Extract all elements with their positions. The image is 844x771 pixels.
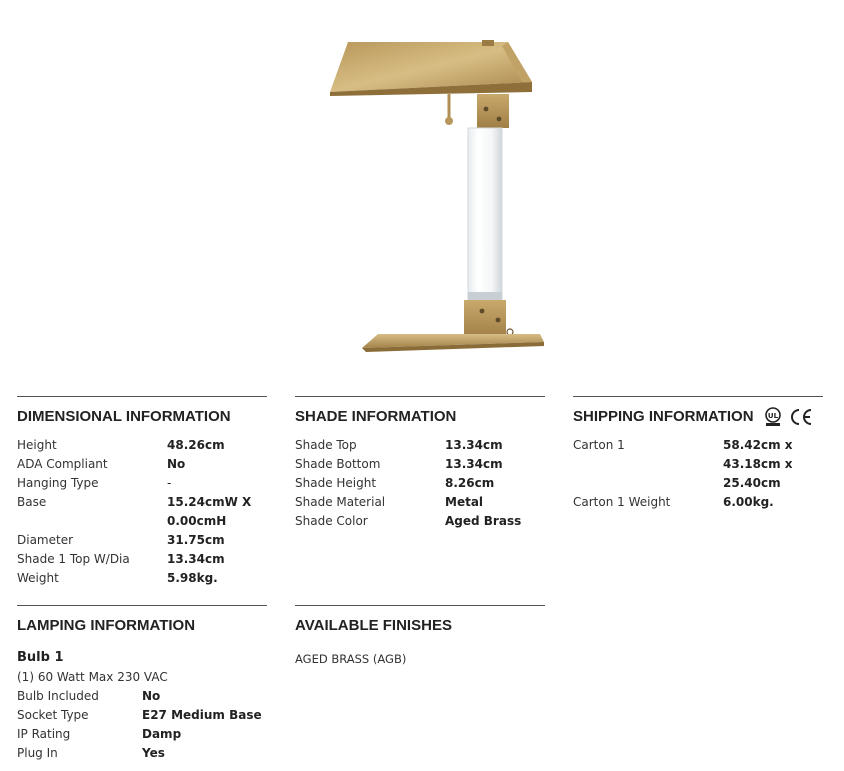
section-title: SHADE INFORMATION	[295, 408, 457, 425]
spec-value: No	[167, 457, 186, 471]
spec-label: Shade Height	[295, 476, 377, 490]
spec-row-diameter	[17, 531, 267, 550]
section-divider	[573, 396, 823, 397]
spec-row-ada-compliant	[17, 455, 267, 474]
section-title: SHIPPING INFORMATION	[573, 408, 754, 425]
section-title: AVAILABLE FINISHES	[295, 617, 452, 634]
spec-row-ip-rating	[17, 725, 267, 744]
bulb-title: Bulb 1	[17, 650, 64, 665]
spec-label: Carton 1 Weight	[573, 495, 671, 509]
spec-label: Base	[17, 495, 47, 509]
spec-row-weight	[17, 569, 267, 588]
spec-value: 13.34cm	[167, 552, 225, 566]
spec-label: Carton 1	[573, 438, 625, 452]
spec-row-shade-top	[295, 436, 545, 455]
spec-value: Damp	[142, 727, 182, 741]
spec-value: 6.00kg.	[723, 495, 774, 509]
spec-label: Shade Color	[295, 514, 368, 528]
spec-label: Plug In	[17, 746, 58, 760]
spec-row-carton-1-weight	[573, 493, 823, 512]
spec-value: -	[167, 476, 172, 490]
spec-value: 31.75cm	[167, 533, 225, 547]
ul-listed-icon	[762, 407, 784, 427]
spec-row-height	[17, 436, 267, 455]
spec-value: Metal	[445, 495, 484, 509]
spec-value: 15.24cmW X 0.00cmH	[167, 495, 252, 528]
spec-row-shade-height	[295, 474, 545, 493]
spec-value: No	[142, 689, 161, 703]
shipping-information-section	[573, 396, 823, 512]
dimensional-information-section	[17, 396, 267, 588]
spec-label: Bulb Included	[17, 689, 99, 703]
section-divider	[295, 605, 545, 606]
spec-value: 13.34cm	[445, 457, 503, 471]
spec-label: IP Rating	[17, 727, 71, 741]
spec-row-shade-top	[17, 550, 267, 569]
section-divider	[17, 605, 267, 606]
spec-value: Yes	[142, 746, 165, 760]
spec-row-shade-color	[295, 512, 545, 531]
spec-label: Socket Type	[17, 708, 89, 722]
spec-label: Weight	[17, 571, 59, 585]
shade-information-section	[295, 396, 545, 531]
spec-row-plug-in	[17, 744, 267, 763]
spec-label: Shade 1 Top W/Dia	[17, 552, 130, 566]
spec-row-socket-type	[17, 706, 267, 725]
spec-value: 13.34cm	[445, 438, 503, 452]
spec-label: Hanging Type	[17, 476, 99, 490]
section-title-wrap	[573, 407, 823, 427]
ce-mark-icon	[788, 407, 814, 427]
spec-row-hanging-type	[17, 474, 267, 493]
section-divider	[295, 396, 545, 397]
spec-value: E27 Medium Base	[142, 708, 262, 722]
spec-row-bulb-included	[17, 687, 267, 706]
spec-label: Shade Bottom	[295, 457, 381, 471]
svg-text:UL: UL	[767, 412, 778, 420]
certification-marks	[762, 407, 814, 427]
lamping-information-section	[17, 605, 267, 763]
spec-value: Aged Brass	[445, 514, 522, 528]
spec-row-shade-material	[295, 493, 545, 512]
spec-row-shade-bottom	[295, 455, 545, 474]
spec-label: Shade Material	[295, 495, 386, 509]
finish-item: AGED BRASS (AGB)	[295, 652, 407, 666]
bulb-spec: (1) 60 Watt Max 230 VAC	[17, 670, 168, 684]
available-finishes-section	[295, 605, 545, 666]
spec-row-base	[17, 493, 267, 531]
spec-value: 5.98kg.	[167, 571, 218, 585]
section-divider	[17, 396, 267, 397]
section-title: DIMENSIONAL INFORMATION	[17, 408, 231, 425]
desk-lamp-image	[322, 30, 552, 365]
spec-label: Diameter	[17, 533, 74, 547]
spec-value: 8.26cm	[445, 476, 495, 490]
spec-row-carton-1	[573, 436, 823, 493]
spec-label: Height	[17, 438, 57, 452]
spec-value: 58.42cm x 43.18cm x 25.40cm	[723, 438, 793, 490]
spec-label: ADA Compliant	[17, 457, 108, 471]
spec-label: Shade Top	[295, 438, 357, 452]
spec-value: 48.26cm	[167, 438, 225, 452]
section-title: LAMPING INFORMATION	[17, 617, 196, 634]
